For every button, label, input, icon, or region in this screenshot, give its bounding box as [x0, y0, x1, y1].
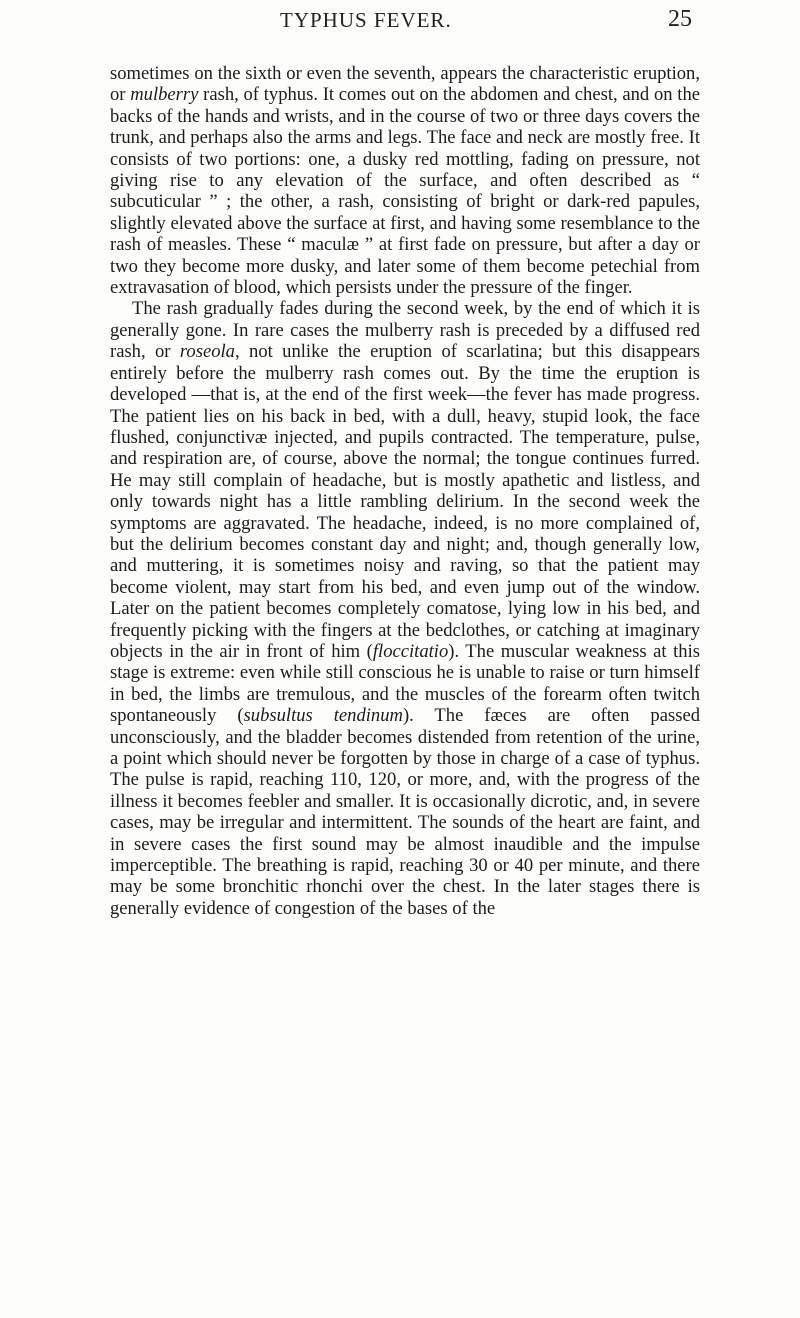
text-segment: ). The muscular weakness at this stage is extreme: even while still conscious he is unable to raise or turn himself in bed, the limbs are tremulous, and the muscles of the forearm often twitch spontaneously (	[110, 640, 700, 727]
text-segment: sometimes on the sixth or even the seventh, appears the characteristic eruption, or	[110, 63, 700, 106]
italic-term: subsultus tendinum	[243, 705, 403, 727]
text-segment: The rash gradually fades during the second week, by the end of which it is generally gone. In rare cases the mulberry rash is preceded by a diffused red rash, or	[110, 298, 700, 363]
text-segment: rash, of typhus. It comes out on the abdomen and chest, and on the backs of the hands and wrists, and in the course of two or three days covers the trunk, and perhaps also the arms and legs. The face and neck are mostly free. It consists of two portions: one, a dusky red mottling, fading on pressure, not giving rise to any elevation of the surface, and often described as “ subcuticular ” ; the other, a rash, consisting of bright or dark-red papules, slightly elevated above the surface at first, and having some resemblance to the rash of measles. These “ maculæ ” at first fade on pressure, but after a day or two they become more dusky, and later some of them become petechial from extravasation of blood, which persists under the pressure of the finger.	[110, 84, 701, 299]
page-number: 25	[668, 6, 692, 32]
paragraph-second-week	[110, 298, 700, 919]
running-title: TYPHUS FEVER.	[280, 8, 452, 32]
text-segment: , not unlike the eruption of scarlatina; but this disappears entirely before the mulberry rash comes out. By the time the eruption is developed —that is, at the end of the first week—the fever has made progress. The patient lies on his back in bed, with a dull, heavy, stupid look, the face flushed, conjunctivæ injected, and pupils contracted. The temperature, pulse, and respiration are, of course, above the normal; the tongue continues furred. He may still complain of headache, but is mostly apathetic and listless, and only towards night has a little rambling delirium. In the second week the symptoms are aggravated. The headache, indeed, is no more complained of, but the delirium becomes constant day and night; and, though generally low, and muttering, it is sometimes noisy and raving, so that the patient may become violent, may start from his bed, and even jump out of the window. Later on the patient becomes completely comatose, lying low in his bed, and frequently picking with the fingers at the bedclothes, or catching at imaginary objects in the air in front of him (	[110, 341, 700, 662]
body-text	[110, 63, 700, 919]
paragraph-rash-description	[110, 63, 700, 298]
running-head	[0, 0, 800, 50]
italic-term: mulberry	[130, 84, 199, 106]
italic-term: roseola	[179, 341, 235, 363]
text-segment: ). The fæces are often passed unconsciously, and the bladder becomes distended from retention of the urine, a point which should never be forgotten by those in charge of a case of typhus. The pulse is rapid, reaching 110, 120, or more, and, with the progress of the illness it becomes feebler and smaller. It is occasionally dicrotic, and, in severe cases, may be irregular and intermittent. The sounds of the heart are faint, and in severe cases the first sound may be almost inaudible and the impulse imperceptible. The breathing is rapid, reaching 30 or 40 per minute, and there may be some bronchitic rhonchi over the chest. In the later stages there is generally evidence of congestion of the bases of the	[110, 705, 701, 919]
italic-term: floccitatio	[372, 640, 449, 662]
